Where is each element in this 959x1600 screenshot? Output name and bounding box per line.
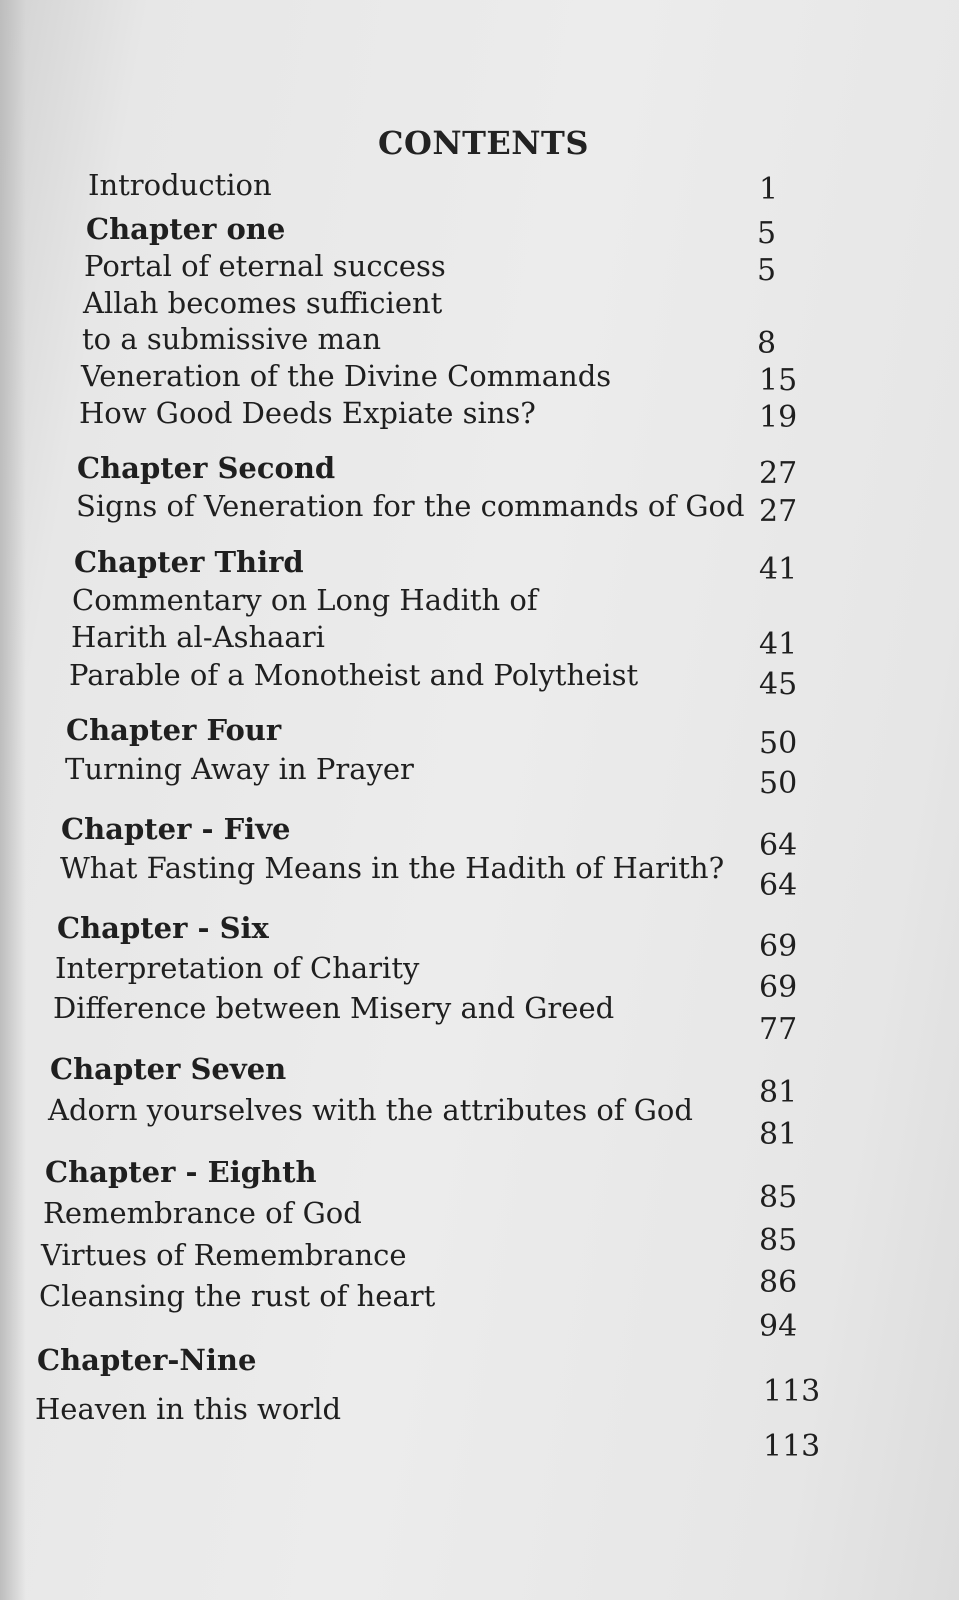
chapter-heading: Chapter - Eighth <box>45 1155 317 1189</box>
toc-entry-title: How Good Deeds Expiate sins? <box>79 396 536 430</box>
toc-page-number: 85 <box>759 1223 798 1258</box>
toc-entry-title: Remembrance of God <box>43 1196 362 1230</box>
toc-page-number: 19 <box>759 400 798 435</box>
toc-page-number: 86 <box>759 1265 798 1300</box>
toc-page-number: 15 <box>759 363 798 398</box>
toc-entry-title: Introduction <box>88 168 272 202</box>
toc-page-number: 1 <box>759 172 779 207</box>
toc-entry-title: Turning Away in Prayer <box>65 752 414 786</box>
chapter-heading: Chapter Second <box>77 451 336 485</box>
toc-entry-title: Virtues of Remembrance <box>41 1238 407 1272</box>
toc-page-number: 5 <box>757 253 777 288</box>
toc-entry-title: Adorn yourselves with the attributes of God <box>48 1093 693 1127</box>
toc-entry-title: to a submissive man <box>82 322 382 356</box>
toc-page-number: 69 <box>759 929 798 964</box>
spine-shadow <box>0 0 26 1600</box>
toc-page-number: 5 <box>757 216 777 251</box>
chapter-heading: Chapter - Six <box>57 911 269 945</box>
toc-entry-title: Commentary on Long Hadith of <box>72 583 538 617</box>
toc-page-number: 64 <box>759 868 798 903</box>
toc-page-number: 113 <box>763 1374 821 1409</box>
toc-entry-title: Harith al-Ashaari <box>71 620 325 654</box>
toc-entry-title: What Fasting Means in the Hadith of Harith? <box>60 851 725 885</box>
toc-page-number: 50 <box>759 726 798 761</box>
chapter-heading: Chapter-Nine <box>37 1343 257 1377</box>
toc-entry-title: Veneration of the Divine Commands <box>81 359 612 393</box>
chapter-heading: Chapter Four <box>66 713 282 747</box>
toc-page-number: 45 <box>759 667 798 702</box>
toc-entry-title: Parable of a Monotheist and Polytheist <box>69 658 639 692</box>
toc-page-number: 8 <box>757 326 777 361</box>
toc-entry-title: Heaven in this world <box>35 1392 342 1426</box>
toc-entry-title: Cleansing the rust of heart <box>39 1279 436 1313</box>
toc-page-number: 41 <box>759 627 798 662</box>
chapter-heading: Chapter Third <box>74 545 304 579</box>
toc-page-number: 41 <box>759 552 798 587</box>
toc-entry-title: Portal of eternal success <box>84 249 446 283</box>
toc-page-number: 27 <box>759 456 798 491</box>
chapter-heading: Chapter Seven <box>50 1052 287 1086</box>
toc-page-number: 50 <box>759 766 798 801</box>
toc-page-number: 81 <box>759 1117 798 1152</box>
chapter-heading: Chapter - Five <box>61 812 291 846</box>
toc-entry-title: Allah becomes sufficient <box>83 286 443 320</box>
toc-page-number: 69 <box>759 970 798 1005</box>
toc-page-number: 113 <box>763 1429 821 1464</box>
toc-entry-title: Difference between Misery and Greed <box>53 991 615 1025</box>
chapter-heading: Chapter one <box>86 212 286 246</box>
toc-page-number: 81 <box>759 1075 798 1110</box>
toc-page-number: 77 <box>759 1012 798 1047</box>
toc-page-number: 64 <box>759 828 798 863</box>
toc-entry-title: Interpretation of Charity <box>55 951 420 985</box>
contents-heading: CONTENTS <box>378 124 589 162</box>
toc-page-number: 94 <box>759 1309 798 1344</box>
toc-entry-title: Signs of Veneration for the commands of God <box>76 489 745 523</box>
toc-page-number: 27 <box>759 494 798 529</box>
toc-page-number: 85 <box>759 1180 798 1215</box>
